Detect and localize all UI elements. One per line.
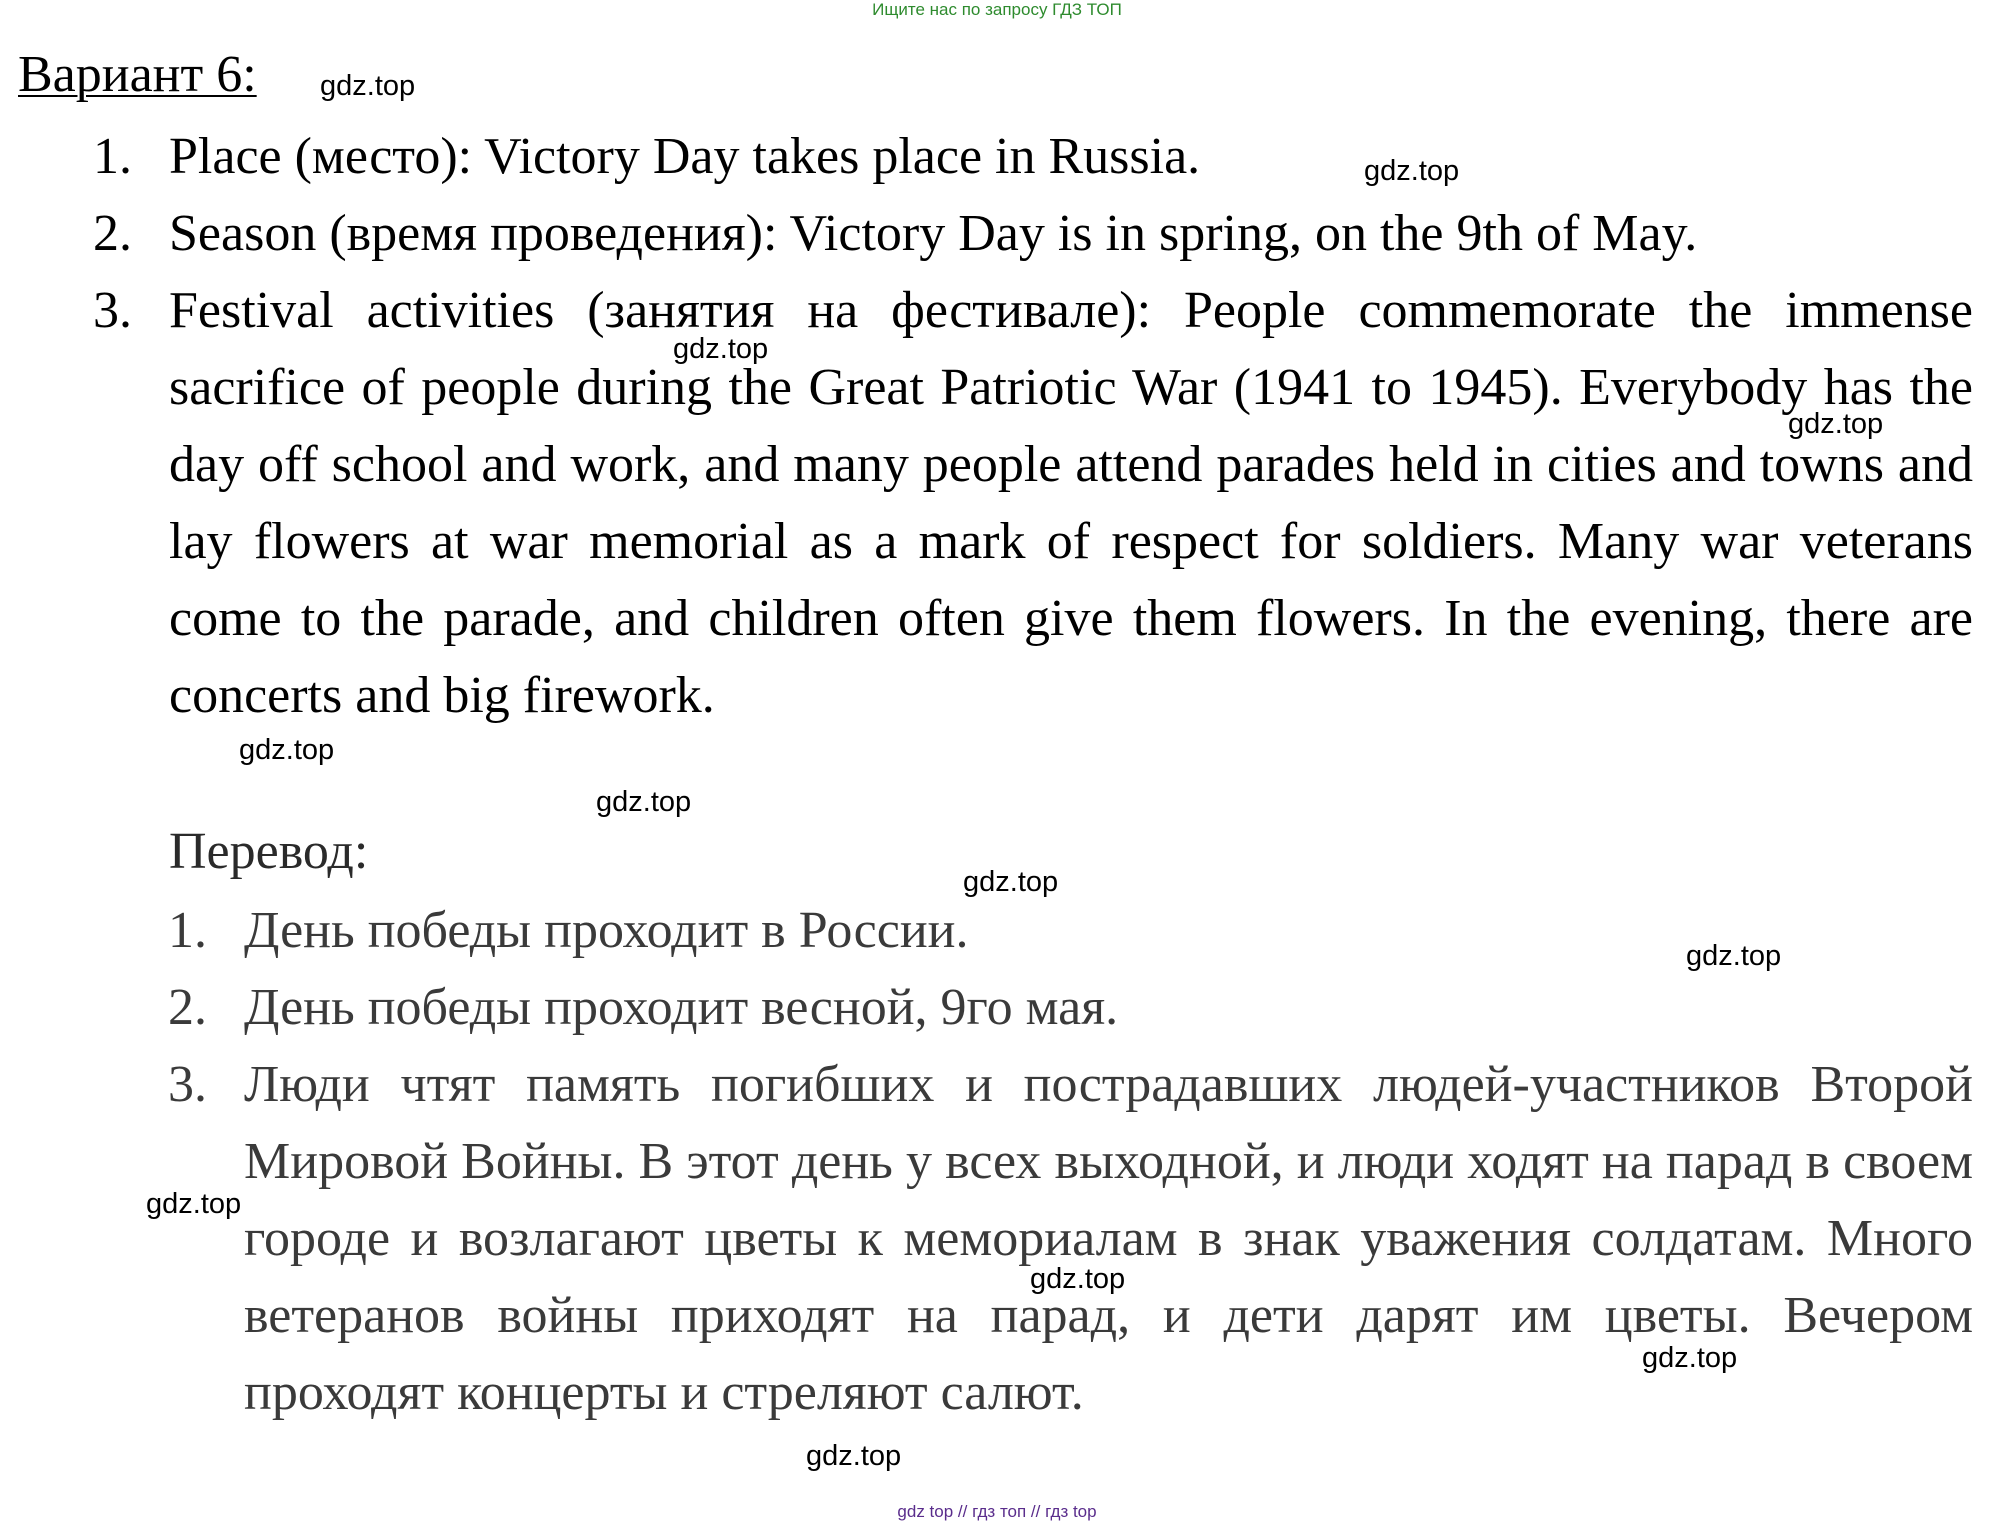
item-text: Festival activities (занятия на фестивале): People commemorate the immense sacrifice of people during the Great Patriotic War (1941 to 1945). Everybody has the day off school and work, and many people attend parades held in cities and towns and lay flowers at war memorial as a mark of respect for soldiers. Many war veterans come to the parade, and children often give them flowers. In the evening, there are concerts and big firework. xyxy=(169,282,1973,724)
item-text: День победы проходит весной, 9го мая. xyxy=(244,979,1119,1036)
english-answer-list xyxy=(93,118,1973,734)
top-banner: Ищите нас по запросу ГДЗ ТОП xyxy=(872,0,1122,19)
item-text: Люди чтят память погибших и пострадавших людей-участников Второй Мировой Войны. В этот день у всех выходной, и люди ходят на парад в своем городе и возлагают цветы к мемориалам в знак уважения солдатам. Много ветеранов войны приходят на парад, и дети дарят им цветы. Вечером проходят концерты и стреляют салют. xyxy=(244,1056,1973,1421)
watermark: gdz.top xyxy=(1788,408,1884,440)
variant-heading: Вариант 6: xyxy=(18,46,257,103)
watermark: gdz.top xyxy=(239,734,335,766)
watermark: gdz.top xyxy=(673,333,769,365)
item-text: Place (место): Victory Day takes place in Russia. xyxy=(169,128,1201,185)
item-number: 1. xyxy=(168,902,207,959)
translation-label: Перевод: xyxy=(169,823,369,880)
watermark: gdz.top xyxy=(146,1188,242,1220)
watermark: gdz.top xyxy=(806,1440,902,1472)
list-item xyxy=(168,969,1973,1046)
list-item xyxy=(93,118,1973,195)
watermark: gdz.top xyxy=(320,70,416,102)
item-number: 3. xyxy=(168,1056,207,1113)
item-number: 2. xyxy=(168,979,207,1036)
item-number: 3. xyxy=(93,282,132,339)
item-number: 2. xyxy=(93,205,132,262)
watermark: gdz.top xyxy=(1364,155,1460,187)
list-item xyxy=(93,272,1973,734)
watermark: gdz.top xyxy=(1686,940,1782,972)
watermark: gdz.top xyxy=(1642,1342,1738,1374)
watermark: gdz.top xyxy=(963,866,1059,898)
item-text: День победы проходит в России. xyxy=(244,902,969,959)
watermark: gdz.top xyxy=(1030,1263,1126,1295)
watermark: gdz.top xyxy=(596,786,692,818)
footer: gdz top // гдз топ // гдз top xyxy=(897,1502,1097,1521)
list-item xyxy=(93,195,1973,272)
item-text: Season (время проведения): Victory Day is in spring, on the 9th of May. xyxy=(169,205,1698,262)
item-number: 1. xyxy=(93,128,132,185)
